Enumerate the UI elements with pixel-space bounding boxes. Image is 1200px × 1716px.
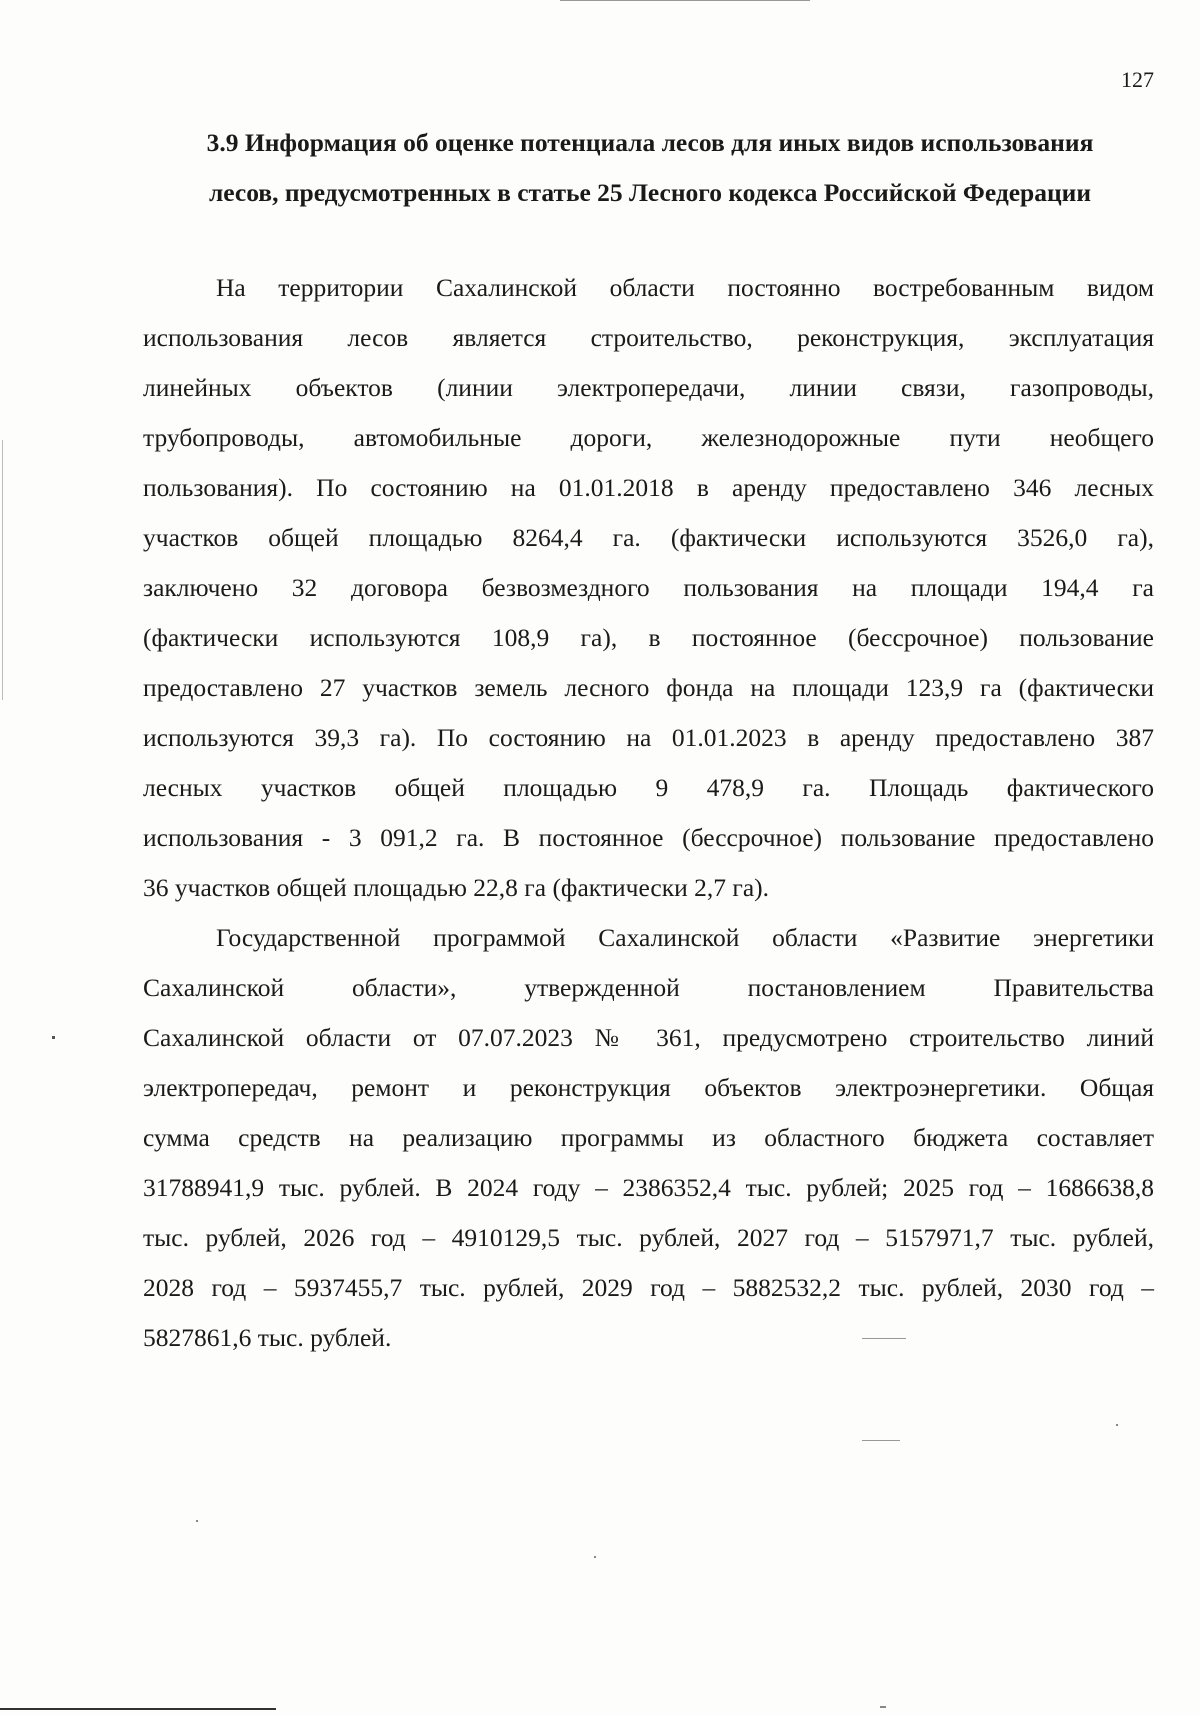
text-line: 36 участков общей площадью 22,8 га (фактически 2,7 га). (143, 873, 770, 902)
text-line: Сахалинской области», утвержденной постановлением Правительства (143, 973, 1154, 1002)
text-line: тыс. рублей, 2026 год – 4910129,5 тыс. рублей, 2027 год – 5157971,7 тыс. рублей, (143, 1223, 1154, 1252)
text-line: используются 39,3 га). По состоянию на 01.01.2023 в аренду предоставлено 387 (143, 723, 1154, 752)
text-line: 5827861,6 тыс. рублей. (143, 1323, 392, 1352)
text-line: заключено 32 договора безвозмездного пользования на площади 194,4 га (143, 573, 1154, 602)
scan-left-edge (2, 440, 3, 700)
text-line: Государственной программой Сахалинской области «Развитие энергетики (216, 923, 1154, 952)
text-line: трубопроводы, автомобильные дороги, железнодорожные пути необщего (143, 423, 1154, 452)
text-line: линейных объектов (линии электропередачи, линии связи, газопроводы, (143, 373, 1154, 402)
scan-speck (862, 1338, 906, 1339)
text-line: сумма средств на реализацию программы из областного бюджета составляет (143, 1123, 1154, 1152)
text-line: участков общей площадью 8264,4 га. (фактически используются 3526,0 га), (143, 523, 1154, 552)
text-line: использования лесов является строительство, реконструкция, эксплуатация (143, 323, 1154, 352)
text-line: 31788941,9 тыс. рублей. В 2024 году – 2386352,4 тыс. рублей; 2025 год – 1686638,8 (143, 1173, 1154, 1202)
text-line: использования - 3 091,2 га. В постоянное (бессрочное) пользование предоставлено (143, 823, 1154, 852)
section-heading-line-1: 3.9 Информация об оценке потенциала лесов для иных видов использования (206, 128, 1094, 157)
section-heading-line-2: лесов, предусмотренных в статье 25 Лесного кодекса Российской Федерации (208, 178, 1092, 207)
text-line: Сахалинской области от 07.07.2023 № 361, предусмотрено строительство линий (143, 1023, 1154, 1052)
text-line: 2028 год – 5937455,7 тыс. рублей, 2029 год – 5882532,2 тыс. рублей, 2030 год – (143, 1273, 1154, 1302)
scan-speck (594, 1556, 596, 1558)
paragraph-energy-program (143, 913, 1154, 1363)
text-line: предоставлено 27 участков земель лесного фонда на площади 123,9 га (фактически (143, 673, 1154, 702)
scan-top-rule (560, 0, 810, 1)
text-line: На территории Сахалинской области постоянно востребованным видом (216, 273, 1154, 302)
text-line: пользования). По состоянию на 01.01.2018 в аренду предоставлено 346 лесных (143, 473, 1154, 502)
scan-speck (880, 1706, 886, 1708)
scan-speck (862, 1440, 900, 1441)
text-line: лесных участков общей площадью 9 478,9 га. Площадь фактического (143, 773, 1154, 802)
scan-speck (196, 1520, 198, 1522)
scan-speck (52, 1036, 55, 1039)
page-number: 127 (1121, 67, 1154, 92)
text-line: (фактически используются 108,9 га), в постоянное (бессрочное) пользование (143, 623, 1154, 652)
scan-speck (1116, 1424, 1118, 1426)
scan-bottom-rule (0, 1708, 276, 1710)
section-heading (142, 118, 1158, 218)
paragraph-land-use (143, 263, 1154, 913)
body-text (143, 263, 1154, 1363)
text-line: электропередач, ремонт и реконструкция объектов электроэнергетики. Общая (143, 1073, 1154, 1102)
